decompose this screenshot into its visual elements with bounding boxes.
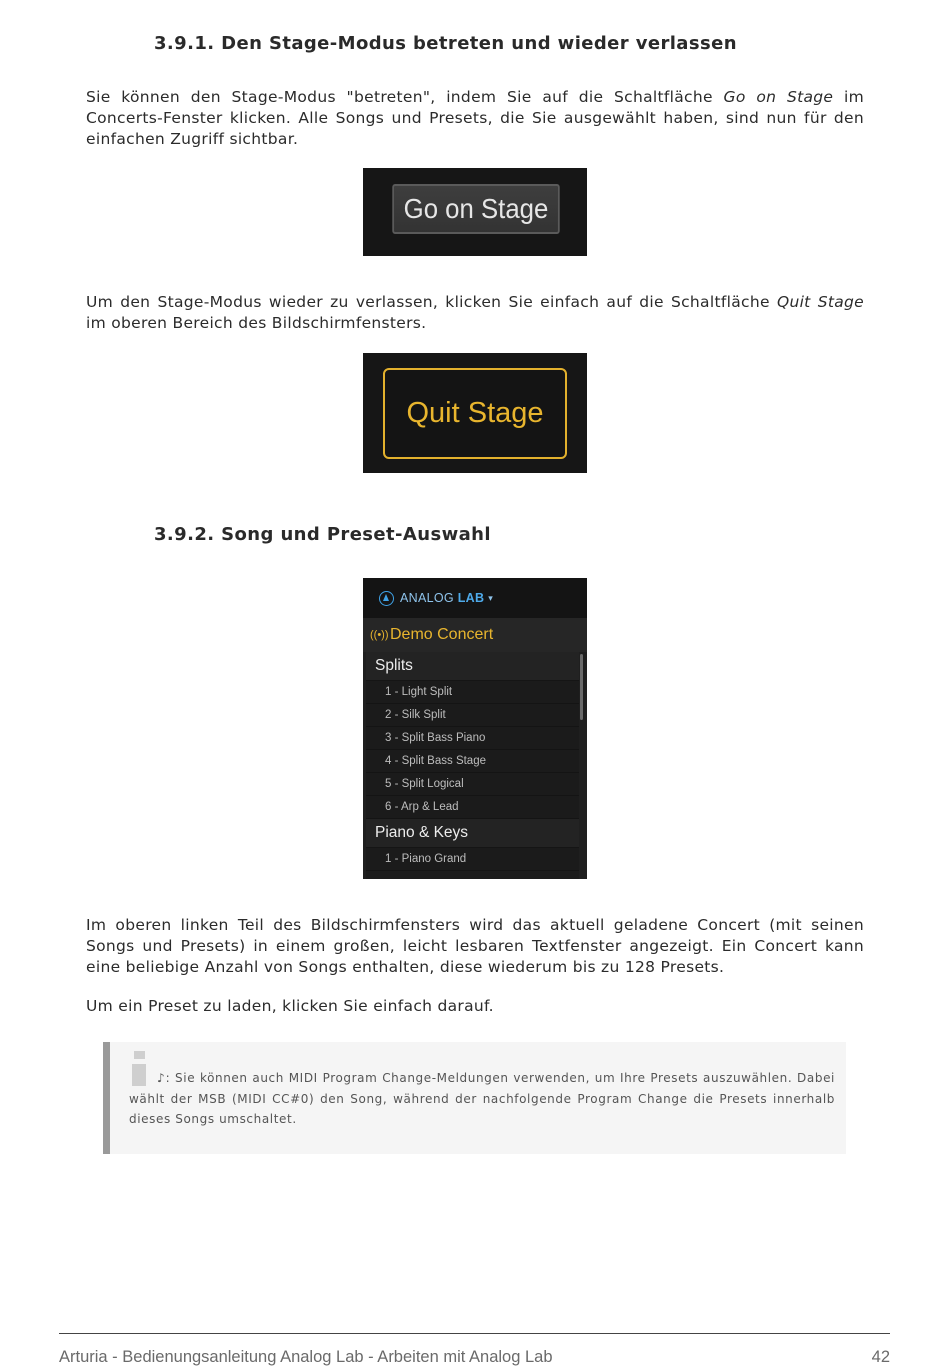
analog-lab-brand: ANALOG LAB: [400, 591, 485, 605]
preset-row[interactable]: 1 - Piano Grand: [366, 848, 579, 871]
analog-lab-concert-panel: [363, 578, 587, 879]
quit-stage-reference: Quit Stage: [776, 293, 865, 311]
chevron-down-icon[interactable]: ▾: [488, 592, 493, 603]
paragraph-text: Um den Stage-Modus wieder zu verlassen, klicken Sie einfach auf die Schaltfläche: [86, 293, 777, 311]
paragraph-concert-window: Im oberen linken Teil des Bildschirmfensters wird das aktuell geladene Concert (mit seinen Songs und Presets) in einem großen, leicht lesbaren Textfenster angezeigt. Ein Concert kann eine beliebige Anzahl von Songs enthalten, diese wiederum bis zu 128 Presets.: [86, 916, 864, 976]
broadcast-icon: ((•)): [370, 629, 389, 641]
quit-stage-button[interactable]: Quit Stage: [383, 368, 567, 459]
paragraph-text: Sie können den Stage-Modus "betreten", indem Sie auf die Schaltfläche: [86, 88, 724, 106]
go-on-stage-screenshot: [363, 168, 587, 256]
footer-title: Arturia - Bedienungsanleitung Analog Lab - Arbeiten mit Analog Lab: [59, 1348, 553, 1366]
paragraph-text: im Concerts-Fenster klicken. Alle Songs und Presets, die Sie ausgewählt haben, sind nun für den einfachen Zugriff sichtbar.: [86, 88, 865, 148]
note-box: [103, 1042, 846, 1154]
paragraph-enter-stage: [86, 87, 864, 149]
concert-name: Demo Concert: [390, 626, 494, 643]
preset-row-partial[interactable]: [366, 871, 579, 879]
paragraph-load-preset: Um ein Preset zu laden, klicken Sie einfach darauf.: [86, 997, 494, 1015]
paragraph-quit-stage: [86, 292, 864, 334]
section-heading-3-9-2: 3.9.2. Song und Preset-Auswahl: [154, 524, 491, 545]
list-scrollbar[interactable]: [580, 654, 583, 720]
page-number: 42: [871, 1348, 890, 1366]
preset-row[interactable]: 3 - Split Bass Piano: [366, 727, 579, 750]
song-preset-list[interactable]: [366, 652, 579, 879]
concert-title-row: [363, 618, 587, 652]
song-row[interactable]: Splits: [366, 652, 579, 681]
arturia-logo-icon: [379, 591, 394, 606]
section-heading-3-9-1: 3.9.1. Den Stage-Modus betreten und wieder verlassen: [154, 33, 737, 54]
analog-lab-header[interactable]: [363, 578, 587, 618]
paragraph-text: im oberen Bereich des Bildschirmfensters.: [86, 313, 427, 332]
go-on-stage-button[interactable]: Go on Stage: [392, 184, 559, 234]
preset-row[interactable]: 6 - Arp & Lead: [366, 796, 579, 819]
quit-stage-screenshot: [363, 353, 587, 473]
preset-row[interactable]: 4 - Split Bass Stage: [366, 750, 579, 773]
note-text: ♪: Sie können auch MIDI Program Change-Meldungen verwenden, um Ihre Presets auszuwählen. Dabei wählt der MSB (MIDI CC#0) den Song, während der nachfolgende Program Change die Presets innerhalb dieses Songs umschaltet.: [129, 1071, 835, 1126]
preset-row[interactable]: 1 - Light Split: [366, 681, 579, 704]
preset-row[interactable]: 5 - Split Logical: [366, 773, 579, 796]
footer-divider: [59, 1333, 890, 1334]
go-on-stage-reference: Go on Stage: [723, 88, 834, 106]
preset-row[interactable]: 2 - Silk Split: [366, 704, 579, 727]
song-row[interactable]: Piano & Keys: [366, 819, 579, 848]
